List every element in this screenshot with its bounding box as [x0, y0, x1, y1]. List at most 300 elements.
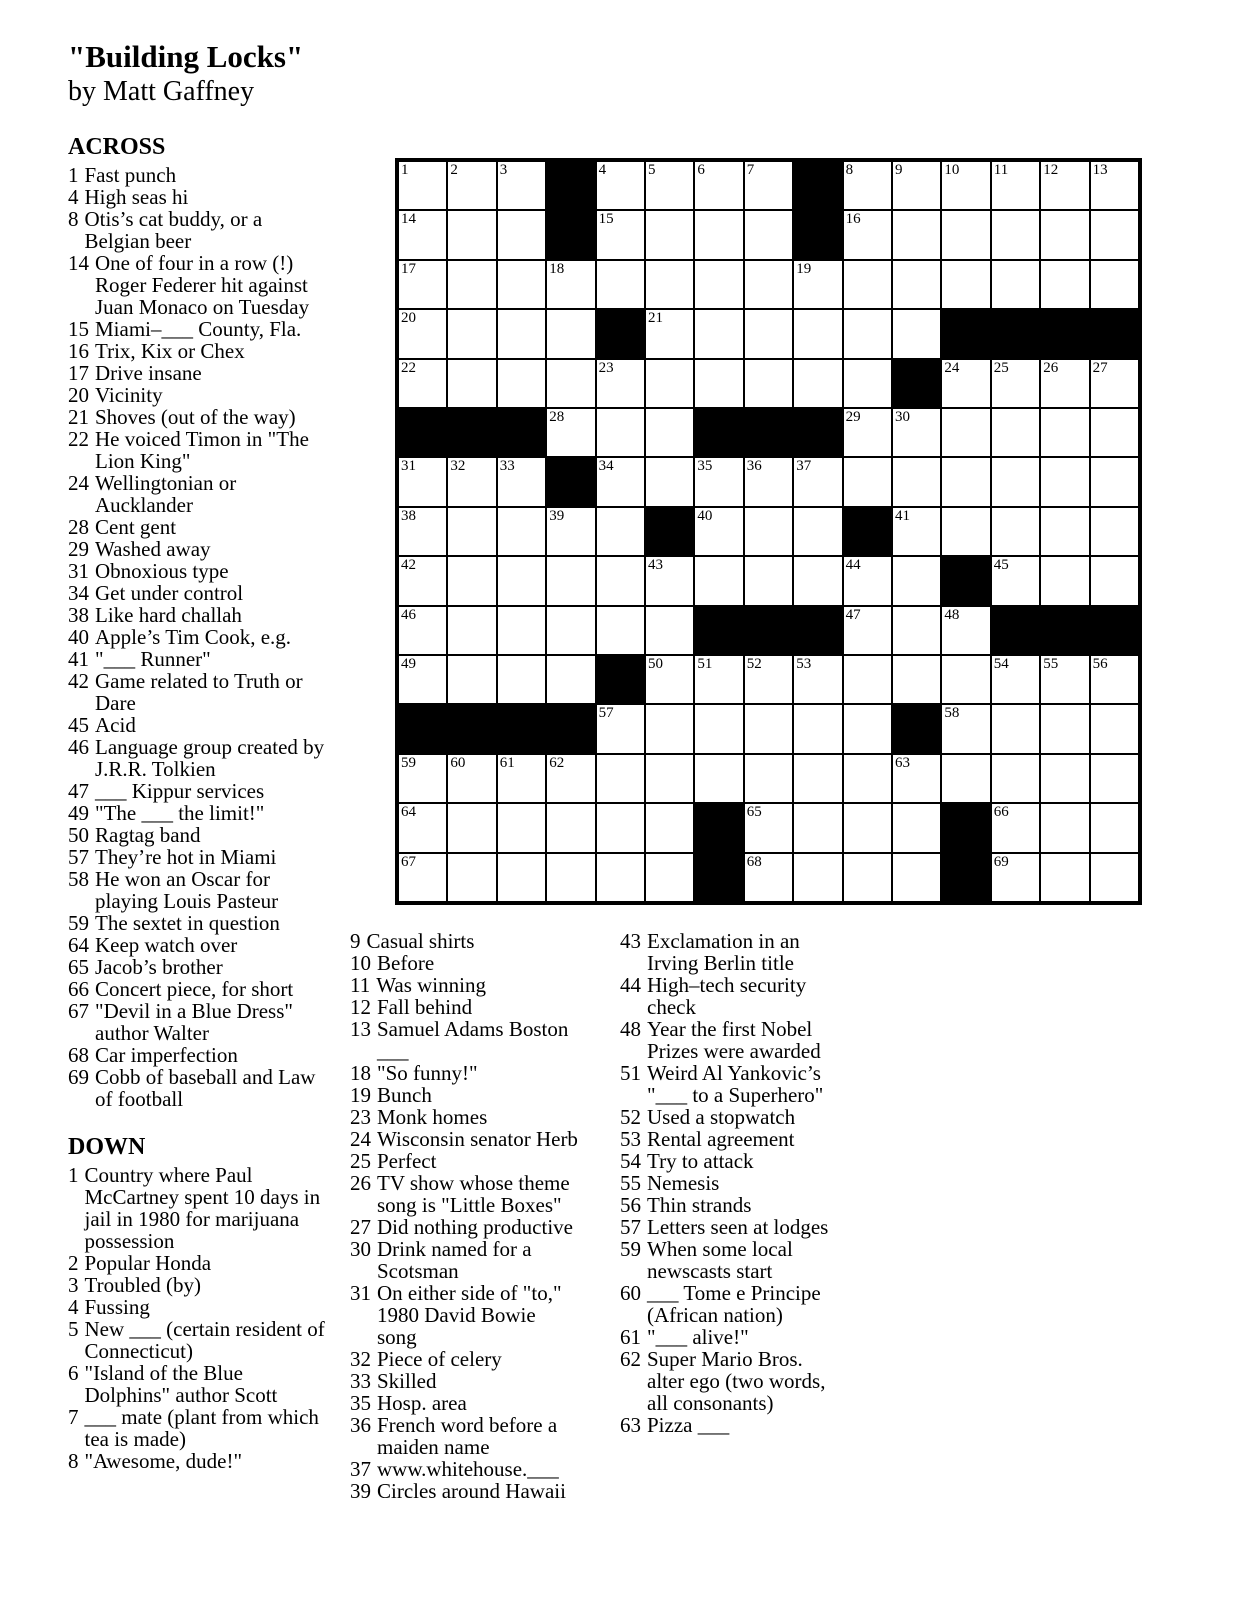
- grid-cell-r8c9[interactable]: [793, 507, 842, 556]
- cell-number: 58: [944, 705, 960, 722]
- grid-cell-r13c11[interactable]: [892, 754, 941, 803]
- grid-cell-r7c10[interactable]: [843, 457, 892, 506]
- grid-cell-r7c5[interactable]: [596, 457, 645, 506]
- clue-number: 8: [68, 207, 79, 231]
- clue-text: Exclamation in an Irving Berlin title: [647, 929, 800, 975]
- down-clue-25: [350, 1150, 580, 1172]
- clue-text: Acid: [95, 713, 136, 737]
- across-clue-28: [68, 516, 330, 538]
- down-clue-8: [68, 1450, 330, 1472]
- grid-cell-r2c1[interactable]: [398, 210, 447, 259]
- cell-number: 33: [499, 458, 515, 475]
- down-clue-13: [350, 1018, 580, 1062]
- grid-cell-r2c11[interactable]: [892, 210, 941, 259]
- across-clue-list: [68, 164, 330, 1110]
- clue-text: Otis’s cat buddy, or a Belgian beer: [84, 207, 263, 253]
- grid-cell-r5c4[interactable]: [546, 359, 595, 408]
- grid-cell-r13c5[interactable]: [596, 754, 645, 803]
- grid-cell-r3c12[interactable]: [941, 260, 990, 309]
- grid-black-cell-r10c15: [1090, 606, 1139, 655]
- across-clue-17: [68, 362, 330, 384]
- grid-cell-r15c3[interactable]: [497, 853, 546, 902]
- grid-cell-r14c1[interactable]: [398, 803, 447, 852]
- clue-text: ___ Tome e Principe (African nation): [647, 1281, 821, 1327]
- down-clue-61: [620, 1326, 845, 1348]
- clue-text: Bunch: [377, 1083, 432, 1107]
- grid-cell-r10c4[interactable]: [546, 606, 595, 655]
- grid-cell-r12c15[interactable]: [1090, 704, 1139, 753]
- grid-cell-r8c5[interactable]: [596, 507, 645, 556]
- grid-black-cell-r15c7: [694, 853, 743, 902]
- grid-cell-r7c11[interactable]: [892, 457, 941, 506]
- grid-cell-r9c5[interactable]: [596, 556, 645, 605]
- grid-cell-r6c14[interactable]: [1040, 408, 1089, 457]
- grid-cell-r6c4[interactable]: [546, 408, 595, 457]
- grid-cell-r8c1[interactable]: [398, 507, 447, 556]
- clue-text: TV show whose theme song is "Little Boxes": [377, 1171, 570, 1217]
- clue-number: 9: [350, 929, 361, 953]
- grid-cell-r9c15[interactable]: [1090, 556, 1139, 605]
- clue-text: Monk homes: [377, 1105, 488, 1129]
- grid-cell-r5c2[interactable]: [447, 359, 496, 408]
- grid-black-cell-r14c7: [694, 803, 743, 852]
- across-clue-8: [68, 208, 330, 252]
- clue-number: 12: [350, 995, 371, 1019]
- grid-cell-r10c12[interactable]: [941, 606, 990, 655]
- down-clue-43: [620, 930, 845, 974]
- grid-cell-r10c3[interactable]: [497, 606, 546, 655]
- grid-cell-r5c12[interactable]: [941, 359, 990, 408]
- grid-cell-r3c15[interactable]: [1090, 260, 1139, 309]
- cell-number: 41: [895, 507, 910, 524]
- clue-text: Fall behind: [377, 995, 473, 1019]
- clue-number: 41: [68, 647, 89, 671]
- grid-cell-r2c10[interactable]: [843, 210, 892, 259]
- grid-cell-r9c4[interactable]: [546, 556, 595, 605]
- cell-number: 15: [598, 211, 614, 228]
- grid-cell-r9c6[interactable]: [645, 556, 694, 605]
- grid-cell-r9c7[interactable]: [694, 556, 743, 605]
- clue-number: 34: [68, 581, 89, 605]
- grid-cell-r9c2[interactable]: [447, 556, 496, 605]
- clue-text: Try to attack: [647, 1149, 754, 1173]
- grid-cell-r1c11[interactable]: [892, 161, 941, 210]
- grid-cell-r11c9[interactable]: [793, 655, 842, 704]
- cell-number: 45: [993, 557, 1009, 574]
- clue-text: Troubled (by): [84, 1273, 201, 1297]
- grid-cell-r15c5[interactable]: [596, 853, 645, 902]
- cell-number: 13: [1092, 162, 1108, 178]
- clue-text: Letters seen at lodges: [647, 1215, 829, 1239]
- grid-cell-r15c9[interactable]: [793, 853, 842, 902]
- grid-cell-r12c7[interactable]: [694, 704, 743, 753]
- down-clue-59: [620, 1238, 845, 1282]
- grid-cell-r11c11[interactable]: [892, 655, 941, 704]
- grid-cell-r4c2[interactable]: [447, 309, 496, 358]
- grid-cell-r14c3[interactable]: [497, 803, 546, 852]
- grid-cell-r10c5[interactable]: [596, 606, 645, 655]
- grid-cell-r6c6[interactable]: [645, 408, 694, 457]
- clue-text: He voiced Timon in "The Lion King": [95, 427, 309, 473]
- grid-cell-r11c15[interactable]: [1090, 655, 1139, 704]
- grid-cell-r13c7[interactable]: [694, 754, 743, 803]
- grid-cell-r3c13[interactable]: [991, 260, 1040, 309]
- down-clue-9: [350, 930, 580, 952]
- cell-number: 19: [796, 260, 812, 277]
- grid-cell-r10c2[interactable]: [447, 606, 496, 655]
- grid-cell-r15c8[interactable]: [744, 853, 793, 902]
- grid-cell-r7c12[interactable]: [941, 457, 990, 506]
- clue-text: "___ alive!": [647, 1325, 749, 1349]
- grid-black-cell-r6c8: [744, 408, 793, 457]
- grid-cell-r1c7[interactable]: [694, 161, 743, 210]
- grid-cell-r1c2[interactable]: [447, 161, 496, 210]
- clue-text: Super Mario Bros. alter ego (two words, all consonants): [647, 1347, 826, 1415]
- grid-cell-r12c10[interactable]: [843, 704, 892, 753]
- clue-number: 35: [350, 1391, 371, 1415]
- clue-number: 67: [68, 999, 89, 1023]
- across-clue-50: [68, 824, 330, 846]
- grid-cell-r3c9[interactable]: [793, 260, 842, 309]
- grid-cell-r4c8[interactable]: [744, 309, 793, 358]
- clue-text: Ragtag band: [95, 823, 201, 847]
- grid-cell-r4c10[interactable]: [843, 309, 892, 358]
- grid-cell-r3c14[interactable]: [1040, 260, 1089, 309]
- grid-cell-r8c13[interactable]: [991, 507, 1040, 556]
- grid-cell-r5c13[interactable]: [991, 359, 1040, 408]
- grid-cell-r11c14[interactable]: [1040, 655, 1089, 704]
- cell-number: 61: [499, 754, 515, 771]
- clue-number: 17: [68, 361, 89, 385]
- cell-number: 67: [401, 853, 416, 870]
- grid-cell-r12c5[interactable]: [596, 704, 645, 753]
- clue-text: Samuel Adams Boston ___: [377, 1017, 569, 1063]
- title-block: [68, 38, 303, 109]
- grid-cell-r9c8[interactable]: [744, 556, 793, 605]
- grid-cell-r14c15[interactable]: [1090, 803, 1139, 852]
- cell-number: 64: [401, 804, 416, 821]
- grid-cell-r3c7[interactable]: [694, 260, 743, 309]
- cell-number: 24: [944, 359, 960, 376]
- clue-number: 59: [620, 1237, 641, 1261]
- grid-cell-r7c1[interactable]: [398, 457, 447, 506]
- grid-cell-r13c6[interactable]: [645, 754, 694, 803]
- cell-number: 56: [1092, 656, 1108, 672]
- grid-cell-r8c2[interactable]: [447, 507, 496, 556]
- grid-cell-r5c15[interactable]: [1090, 359, 1139, 408]
- grid-cell-r8c14[interactable]: [1040, 507, 1089, 556]
- grid-cell-r14c4[interactable]: [546, 803, 595, 852]
- grid-cell-r11c2[interactable]: [447, 655, 496, 704]
- grid-cell-r12c6[interactable]: [645, 704, 694, 753]
- grid-cell-r10c11[interactable]: [892, 606, 941, 655]
- grid-cell-r3c6[interactable]: [645, 260, 694, 309]
- grid-cell-r12c14[interactable]: [1040, 704, 1089, 753]
- down-clue-30: [350, 1238, 580, 1282]
- down-clue-11: [350, 974, 580, 996]
- grid-cell-r6c12[interactable]: [941, 408, 990, 457]
- grid-cell-r2c2[interactable]: [447, 210, 496, 259]
- cell-number: 28: [549, 409, 565, 425]
- grid-cell-r1c6[interactable]: [645, 161, 694, 210]
- cell-number: 69: [993, 853, 1009, 870]
- grid-cell-r12c8[interactable]: [744, 704, 793, 753]
- grid-cell-r7c14[interactable]: [1040, 457, 1089, 506]
- clue-text: "The ___ the limit!": [95, 801, 265, 825]
- grid-cell-r5c10[interactable]: [843, 359, 892, 408]
- grid-cell-r2c5[interactable]: [596, 210, 645, 259]
- grid-cell-r15c2[interactable]: [447, 853, 496, 902]
- grid-cell-r15c11[interactable]: [892, 853, 941, 902]
- down-clue-5: [68, 1318, 330, 1362]
- grid-cell-r7c15[interactable]: [1090, 457, 1139, 506]
- grid-cell-r6c11[interactable]: [892, 408, 941, 457]
- grid-cell-r8c7[interactable]: [694, 507, 743, 556]
- grid-cell-r11c10[interactable]: [843, 655, 892, 704]
- grid-cell-r7c2[interactable]: [447, 457, 496, 506]
- grid-cell-r1c5[interactable]: [596, 161, 645, 210]
- grid-cell-r14c6[interactable]: [645, 803, 694, 852]
- grid-cell-r5c6[interactable]: [645, 359, 694, 408]
- clue-number: 38: [68, 603, 89, 627]
- grid-cell-r5c14[interactable]: [1040, 359, 1089, 408]
- grid-cell-r9c1[interactable]: [398, 556, 447, 605]
- grid-cell-r13c10[interactable]: [843, 754, 892, 803]
- grid-cell-r15c14[interactable]: [1040, 853, 1089, 902]
- grid-cell-r4c11[interactable]: [892, 309, 941, 358]
- grid-cell-r1c15[interactable]: [1090, 161, 1139, 210]
- grid-cell-r11c7[interactable]: [694, 655, 743, 704]
- clue-number: 46: [68, 735, 89, 759]
- clue-number: 56: [620, 1193, 641, 1217]
- grid-cell-r4c1[interactable]: [398, 309, 447, 358]
- down-clue-48: [620, 1018, 845, 1062]
- grid-cell-r1c10[interactable]: [843, 161, 892, 210]
- grid-cell-r13c3[interactable]: [497, 754, 546, 803]
- down-clue-list-left: [68, 1164, 330, 1472]
- grid-cell-r5c1[interactable]: [398, 359, 447, 408]
- grid-cell-r3c4[interactable]: [546, 260, 595, 309]
- grid-cell-r15c6[interactable]: [645, 853, 694, 902]
- across-clue-38: [68, 604, 330, 626]
- grid-cell-r9c9[interactable]: [793, 556, 842, 605]
- clue-number: 7: [68, 1405, 79, 1429]
- clue-text: New ___ (certain resident of Connecticut): [84, 1317, 325, 1363]
- grid-cell-r3c11[interactable]: [892, 260, 941, 309]
- grid-cell-r15c4[interactable]: [546, 853, 595, 902]
- grid-cell-r8c4[interactable]: [546, 507, 595, 556]
- clue-text: Fussing: [84, 1295, 150, 1319]
- grid-black-cell-r15c12: [941, 853, 990, 902]
- cell-number: 40: [697, 507, 713, 524]
- grid-cell-r1c14[interactable]: [1040, 161, 1089, 210]
- grid-cell-r15c15[interactable]: [1090, 853, 1139, 902]
- grid-cell-r8c8[interactable]: [744, 507, 793, 556]
- grid-cell-r6c10[interactable]: [843, 408, 892, 457]
- across-clue-58: [68, 868, 330, 912]
- grid-cell-r13c8[interactable]: [744, 754, 793, 803]
- grid-cell-r2c14[interactable]: [1040, 210, 1089, 259]
- grid-cell-r13c9[interactable]: [793, 754, 842, 803]
- clue-text: Get under control: [95, 581, 244, 605]
- grid-cell-r7c9[interactable]: [793, 457, 842, 506]
- grid-cell-r15c10[interactable]: [843, 853, 892, 902]
- grid-cell-r14c14[interactable]: [1040, 803, 1089, 852]
- grid-cell-r9c10[interactable]: [843, 556, 892, 605]
- grid-cell-r6c15[interactable]: [1090, 408, 1139, 457]
- clue-text: Language group created by J.R.R. Tolkien: [95, 735, 325, 781]
- clue-number: 57: [620, 1215, 641, 1239]
- clue-number: 1: [68, 163, 79, 187]
- grid-cell-r9c13[interactable]: [991, 556, 1040, 605]
- grid-cell-r13c4[interactable]: [546, 754, 595, 803]
- grid-cell-r7c3[interactable]: [497, 457, 546, 506]
- grid-cell-r8c11[interactable]: [892, 507, 941, 556]
- grid-cell-r12c13[interactable]: [991, 704, 1040, 753]
- grid-black-cell-r10c7: [694, 606, 743, 655]
- grid-cell-r12c12[interactable]: [941, 704, 990, 753]
- grid-cell-r9c3[interactable]: [497, 556, 546, 605]
- grid-cell-r5c5[interactable]: [596, 359, 645, 408]
- grid-cell-r1c3[interactable]: [497, 161, 546, 210]
- grid-cell-r4c9[interactable]: [793, 309, 842, 358]
- grid-cell-r5c7[interactable]: [694, 359, 743, 408]
- cell-number: 54: [993, 656, 1009, 672]
- grid-cell-r14c13[interactable]: [991, 803, 1040, 852]
- grid-cell-r3c2[interactable]: [447, 260, 496, 309]
- grid-cell-r5c9[interactable]: [793, 359, 842, 408]
- cell-number: 31: [401, 458, 416, 475]
- clue-number: 55: [620, 1171, 641, 1195]
- grid-cell-r2c15[interactable]: [1090, 210, 1139, 259]
- grid-black-cell-r12c1: [398, 704, 447, 753]
- grid-cell-r1c13[interactable]: [991, 161, 1040, 210]
- grid-cell-r11c8[interactable]: [744, 655, 793, 704]
- clue-text: Cent gent: [95, 515, 177, 539]
- clue-number: 50: [68, 823, 89, 847]
- clue-text: Car imperfection: [95, 1043, 238, 1067]
- grid-cell-r13c14[interactable]: [1040, 754, 1089, 803]
- grid-cell-r13c1[interactable]: [398, 754, 447, 803]
- down-clue-44: [620, 974, 845, 1018]
- grid-cell-r10c1[interactable]: [398, 606, 447, 655]
- grid-cell-r11c13[interactable]: [991, 655, 1040, 704]
- grid-cell-r14c5[interactable]: [596, 803, 645, 852]
- grid-cell-r7c6[interactable]: [645, 457, 694, 506]
- grid-cell-r14c9[interactable]: [793, 803, 842, 852]
- grid-cell-r11c12[interactable]: [941, 655, 990, 704]
- grid-cell-r9c14[interactable]: [1040, 556, 1089, 605]
- grid-cell-r7c7[interactable]: [694, 457, 743, 506]
- grid-black-cell-r10c8: [744, 606, 793, 655]
- grid-cell-r12c9[interactable]: [793, 704, 842, 753]
- down-clue-23: [350, 1106, 580, 1128]
- grid-cell-r15c13[interactable]: [991, 853, 1040, 902]
- grid-cell-r11c4[interactable]: [546, 655, 595, 704]
- grid-cell-r1c8[interactable]: [744, 161, 793, 210]
- across-clue-57: [68, 846, 330, 868]
- clue-text: Wellingtonian or Aucklander: [95, 471, 237, 517]
- grid-cell-r14c11[interactable]: [892, 803, 941, 852]
- grid-cell-r14c8[interactable]: [744, 803, 793, 852]
- grid-cell-r3c8[interactable]: [744, 260, 793, 309]
- grid-cell-r15c1[interactable]: [398, 853, 447, 902]
- grid-cell-r2c12[interactable]: [941, 210, 990, 259]
- grid-cell-r4c7[interactable]: [694, 309, 743, 358]
- grid-cell-r6c13[interactable]: [991, 408, 1040, 457]
- clue-text: One of four in a row (!) Roger Federer hit against Juan Monaco on Tuesday: [95, 251, 310, 319]
- clue-number: 11: [350, 973, 371, 997]
- clue-text: High–tech security check: [647, 973, 807, 1019]
- grid-cell-r13c15[interactable]: [1090, 754, 1139, 803]
- down-clue-51: [620, 1062, 845, 1106]
- grid-cell-r2c3[interactable]: [497, 210, 546, 259]
- clue-number: 32: [350, 1347, 371, 1371]
- grid-cell-r9c11[interactable]: [892, 556, 941, 605]
- down-clue-36: [350, 1414, 580, 1458]
- grid-cell-r2c13[interactable]: [991, 210, 1040, 259]
- grid-cell-r1c1[interactable]: [398, 161, 447, 210]
- grid-black-cell-r12c2: [447, 704, 496, 753]
- grid-cell-r11c6[interactable]: [645, 655, 694, 704]
- grid-cell-r14c2[interactable]: [447, 803, 496, 852]
- grid-cell-r5c8[interactable]: [744, 359, 793, 408]
- down-clue-27: [350, 1216, 580, 1238]
- grid-cell-r5c3[interactable]: [497, 359, 546, 408]
- grid-cell-r14c10[interactable]: [843, 803, 892, 852]
- cell-number: 21: [648, 310, 663, 327]
- grid-cell-r3c10[interactable]: [843, 260, 892, 309]
- down-clue-list-right: [620, 930, 845, 1436]
- grid-cell-r2c7[interactable]: [694, 210, 743, 259]
- grid-cell-r1c12[interactable]: [941, 161, 990, 210]
- grid-cell-r8c12[interactable]: [941, 507, 990, 556]
- grid-cell-r4c6[interactable]: [645, 309, 694, 358]
- across-clue-4: [68, 186, 330, 208]
- grid-cell-r10c10[interactable]: [843, 606, 892, 655]
- grid-cell-r7c13[interactable]: [991, 457, 1040, 506]
- clue-number: 58: [68, 867, 89, 891]
- grid-cell-r3c1[interactable]: [398, 260, 447, 309]
- grid-cell-r7c8[interactable]: [744, 457, 793, 506]
- grid-cell-r13c12[interactable]: [941, 754, 990, 803]
- grid-cell-r2c6[interactable]: [645, 210, 694, 259]
- down-clue-list-middle: [350, 930, 580, 1502]
- grid-cell-r13c2[interactable]: [447, 754, 496, 803]
- cell-number: 49: [401, 656, 416, 672]
- cell-number: 26: [1043, 359, 1059, 376]
- grid-cell-r6c5[interactable]: [596, 408, 645, 457]
- grid-cell-r2c8[interactable]: [744, 210, 793, 259]
- grid-cell-r10c6[interactable]: [645, 606, 694, 655]
- grid-cell-r8c15[interactable]: [1090, 507, 1139, 556]
- grid-cell-r4c4[interactable]: [546, 309, 595, 358]
- grid-cell-r11c3[interactable]: [497, 655, 546, 704]
- grid-cell-r11c1[interactable]: [398, 655, 447, 704]
- cell-number: 25: [993, 359, 1009, 376]
- grid-cell-r3c3[interactable]: [497, 260, 546, 309]
- grid-cell-r8c3[interactable]: [497, 507, 546, 556]
- clue-number: 43: [620, 929, 641, 953]
- grid-cell-r4c3[interactable]: [497, 309, 546, 358]
- down-clue-39: [350, 1480, 580, 1502]
- grid-cell-r3c5[interactable]: [596, 260, 645, 309]
- clue-number: 59: [68, 911, 89, 935]
- across-clue-59: [68, 912, 330, 934]
- grid-cell-r13c13[interactable]: [991, 754, 1040, 803]
- clue-number: 28: [68, 515, 89, 539]
- clue-text: www.whitehouse.___: [377, 1457, 559, 1481]
